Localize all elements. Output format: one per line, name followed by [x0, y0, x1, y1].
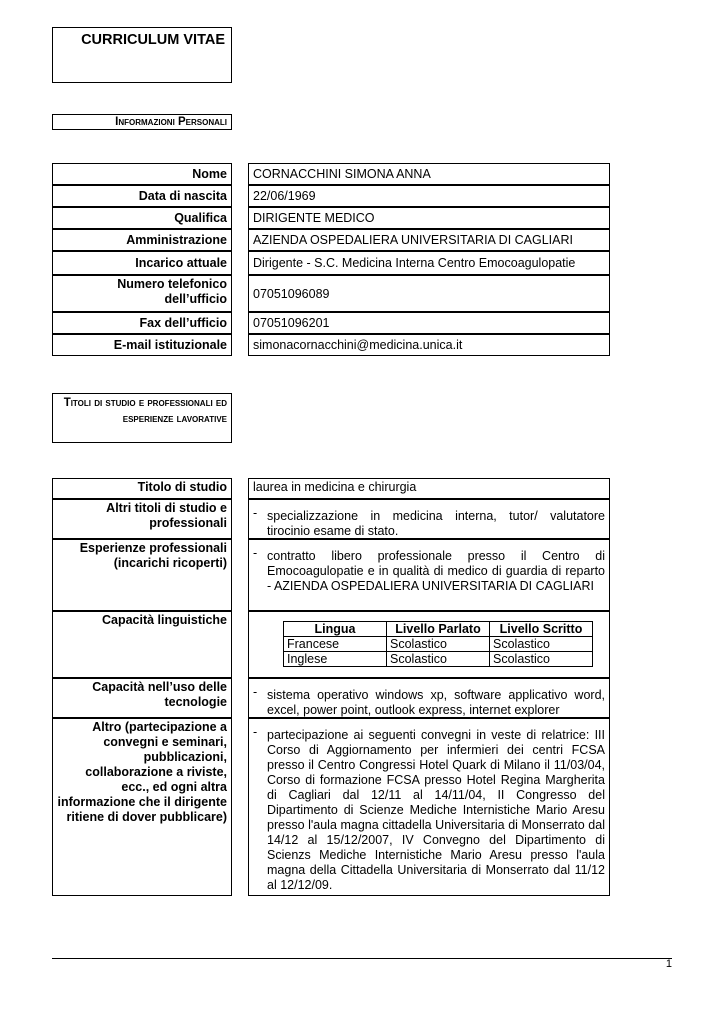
col-scritto: Livello Scritto	[490, 622, 593, 637]
bullet-dash: -	[253, 725, 258, 739]
bullet-dash: -	[253, 685, 258, 699]
value-qualifica: DIRIGENTE MEDICO	[248, 207, 610, 229]
value-altri-titoli: specializzazione in medicina interna, tutor/ valutatore tirocinio esame di stato.	[267, 509, 605, 538]
section-titles-header: Titoli di studio e professionali ed esperienze lavorative	[52, 393, 232, 443]
value-esperienze-cell	[248, 539, 610, 611]
table-cell: Scolastico	[490, 637, 593, 652]
value-amministrazione: AZIENDA OSPEDALIERA UNIVERSITARIA DI CAGLIARI	[248, 229, 610, 251]
label-titolo-studio: Titolo di studio	[52, 478, 232, 499]
footer-divider	[52, 958, 672, 959]
value-titolo-studio: laurea in medicina e chirurgia	[248, 478, 610, 499]
label-tecnologie: Capacità nell’uso delle tecnologie	[52, 678, 232, 718]
label-amministrazione: Amministrazione	[52, 229, 232, 251]
value-data-nascita: 22/06/1969	[248, 185, 610, 207]
table-row	[284, 637, 593, 652]
table-cell: Scolastico	[387, 637, 490, 652]
value-telefono: 07051096089	[248, 275, 610, 312]
page-number: 1	[665, 958, 672, 970]
section-personal-header: Informazioni Personali	[52, 114, 232, 130]
value-incarico: Dirigente - S.C. Medicina Interna Centro Emocoagulopatie	[248, 251, 610, 275]
label-data-nascita: Data di nascita	[52, 185, 232, 207]
value-altri-titoli-cell	[248, 499, 610, 539]
value-nome: CORNACCHINI SIMONA ANNA	[248, 163, 610, 185]
value-altro: partecipazione ai seguenti convegni in veste di relatrice: III Corso di Aggiornamento per infermieri dei centri FCSA presso il Centro Congressi Hotel Quark di Milano il 11/03/04, Corso di formazione FCSA presso Hotel Regina Margherita di Cagliari dal 12/11 al 14/11/04, II Congresso del Dipartimento di Scienze Mediche Internistiche Mario Aresu presso l'aula magna cittadella Universitaria di Monserrato dal 14/12 al 15/12/2007, IV Convegno del Dipartimento di Scienzs Mediche Internistiche Mario Aresu presso l'aula magna della Cittadella Universitaria di Monserrato dal 11/12 al 12/12/09.	[267, 728, 605, 892]
table-cell: Francese	[284, 637, 387, 652]
title-box	[52, 27, 232, 83]
table-row	[284, 652, 593, 667]
bullet-dash: -	[253, 546, 258, 560]
value-email: simonacornacchini@medicina.unica.it	[248, 334, 610, 356]
label-fax: Fax dell’ufficio	[52, 312, 232, 334]
value-fax: 07051096201	[248, 312, 610, 334]
label-qualifica: Qualifica	[52, 207, 232, 229]
label-nome: Nome	[52, 163, 232, 185]
table-cell: Scolastico	[490, 652, 593, 667]
table-header-row	[284, 622, 593, 637]
value-tecnologie: sistema operativo windows xp, software applicativo word, excel, power point, outlook express, internet explorer	[267, 688, 605, 717]
col-parlato: Livello Parlato	[387, 622, 490, 637]
value-tecnologie-cell	[248, 678, 610, 718]
lingue-table	[283, 621, 593, 667]
label-incarico: Incarico attuale	[52, 251, 232, 275]
label-altri-titoli: Altri titoli di studio e professionali	[52, 499, 232, 539]
label-email: E-mail istituzionale	[52, 334, 232, 356]
label-altro: Altro (partecipazione a convegni e seminari, pubblicazioni, collaborazione a riviste, ecc., ed ogni altra informazione che il dirigente ritiene di dover pubblicare)	[52, 718, 232, 896]
label-esperienze: Esperienze professionali (incarichi ricoperti)	[52, 539, 232, 611]
bullet-dash: -	[253, 506, 258, 520]
value-altro-cell	[248, 718, 610, 896]
doc-title: CURRICULUM VITAE	[81, 32, 225, 48]
table-cell: Scolastico	[387, 652, 490, 667]
table-cell: Inglese	[284, 652, 387, 667]
col-lingua: Lingua	[284, 622, 387, 637]
label-lingue: Capacità linguistiche	[52, 611, 232, 678]
value-esperienze: contratto libero professionale presso il Centro di Emocoagulopatie e in qualità di medico di guardia di reparto - AZIENDA OSPEDALIERA UNIVERSITARIA DI CAGLIARI	[267, 549, 605, 593]
label-telefono: Numero telefonico dell’ufficio	[52, 275, 232, 312]
